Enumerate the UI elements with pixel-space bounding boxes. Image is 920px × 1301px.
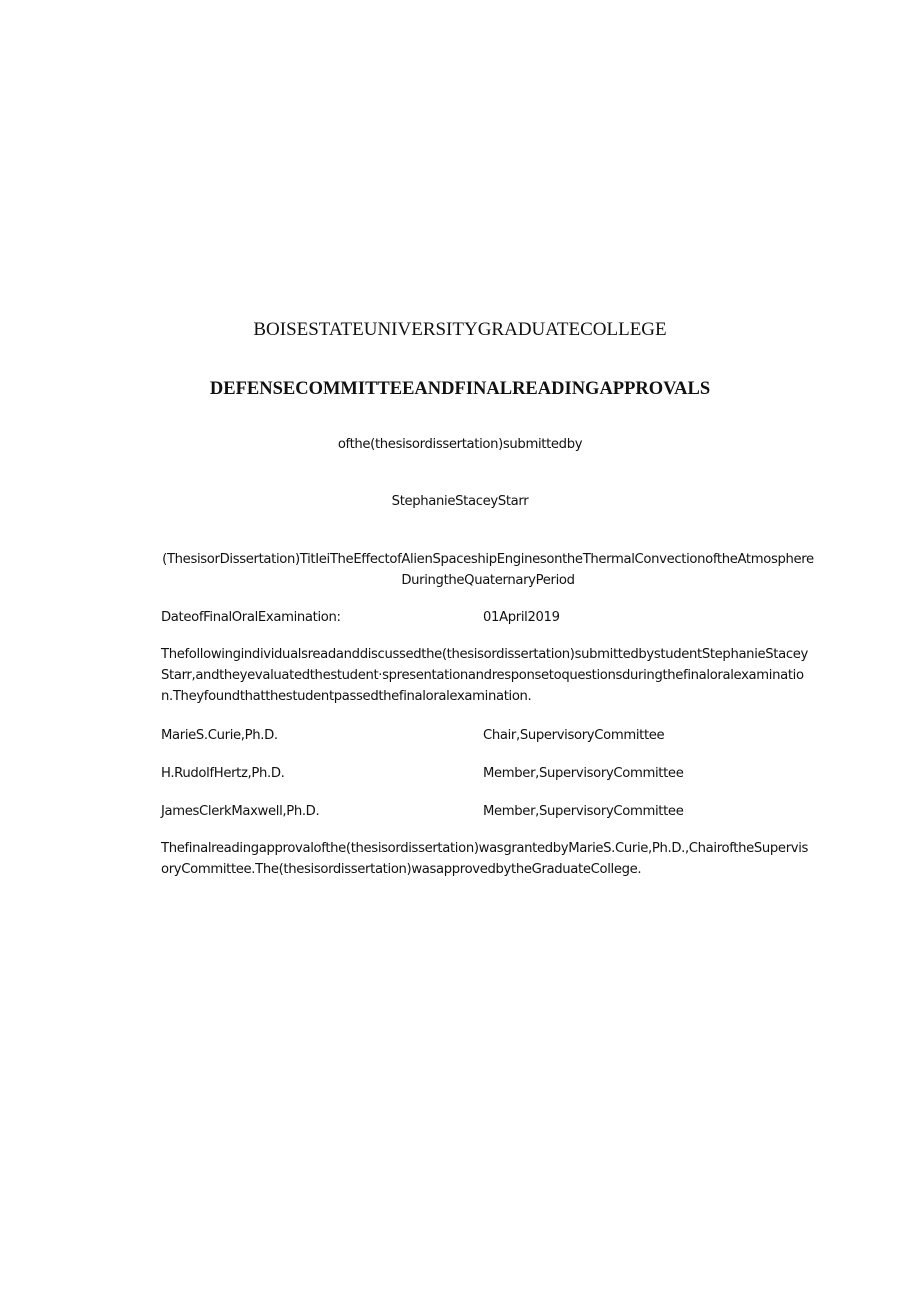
student-name: StephanieStaceyStarr xyxy=(391,494,529,509)
exam-date-row xyxy=(161,607,815,628)
committee-member-role: Chair,SupervisoryCommittee xyxy=(483,728,665,743)
committee-member-name: JamesClerkMaxwell,Ph.D. xyxy=(161,804,320,819)
committee-member-row xyxy=(161,801,815,822)
exam-date-label: DateofFinalOralExamination: xyxy=(161,610,341,625)
submitted-line: ofthe(thesisordissertation)submittedby xyxy=(337,437,583,452)
committee-member-name: H.RudolfHertz,Ph.D. xyxy=(161,766,285,781)
page-heading: DEFENSECOMMITTEEANDFINALREADINGAPPROVALS xyxy=(209,379,711,399)
committee-member-role: Member,SupervisoryCommittee xyxy=(483,766,684,781)
document-title: (ThesisorDissertation)TitIeiTheEffectofAlienSpaceshipEnginesontheThermalConvectionoftheAtmosphereDuringtheQuaternaryPeriod xyxy=(162,552,814,588)
committee-member-row xyxy=(161,763,815,784)
university-line: BOISESTATEUNIVERSITYGRADUATECOLLEGE xyxy=(253,319,667,340)
evaluation-paragraph: Thefollowingindividualsreadanddiscussedthe(thesisordissertation)submittedbystudentStephanieStaceyStarr,andtheyevaluatedthestudent·spresentationandresponsetoquestionsduringthefinaloralexamination.Theyfoundthatthestudentpassedthefinaloralexamination. xyxy=(161,647,808,704)
final-approval-paragraph: Thefinalreadingapprovalofthe(thesisordissertation)wasgrantedbyMarieS.Curie,Ph.D.,ChairoftheSupervisoryCommittee.The(thesisordissertation)wasapprovedbytheGraduateCollege. xyxy=(161,841,809,877)
exam-date-value: 01April2019 xyxy=(483,610,560,625)
committee-member-name: MarieS.Curie,Ph.D. xyxy=(161,728,278,743)
committee-member-row xyxy=(161,725,815,746)
committee-member-role: Member,SupervisoryCommittee xyxy=(483,804,684,819)
